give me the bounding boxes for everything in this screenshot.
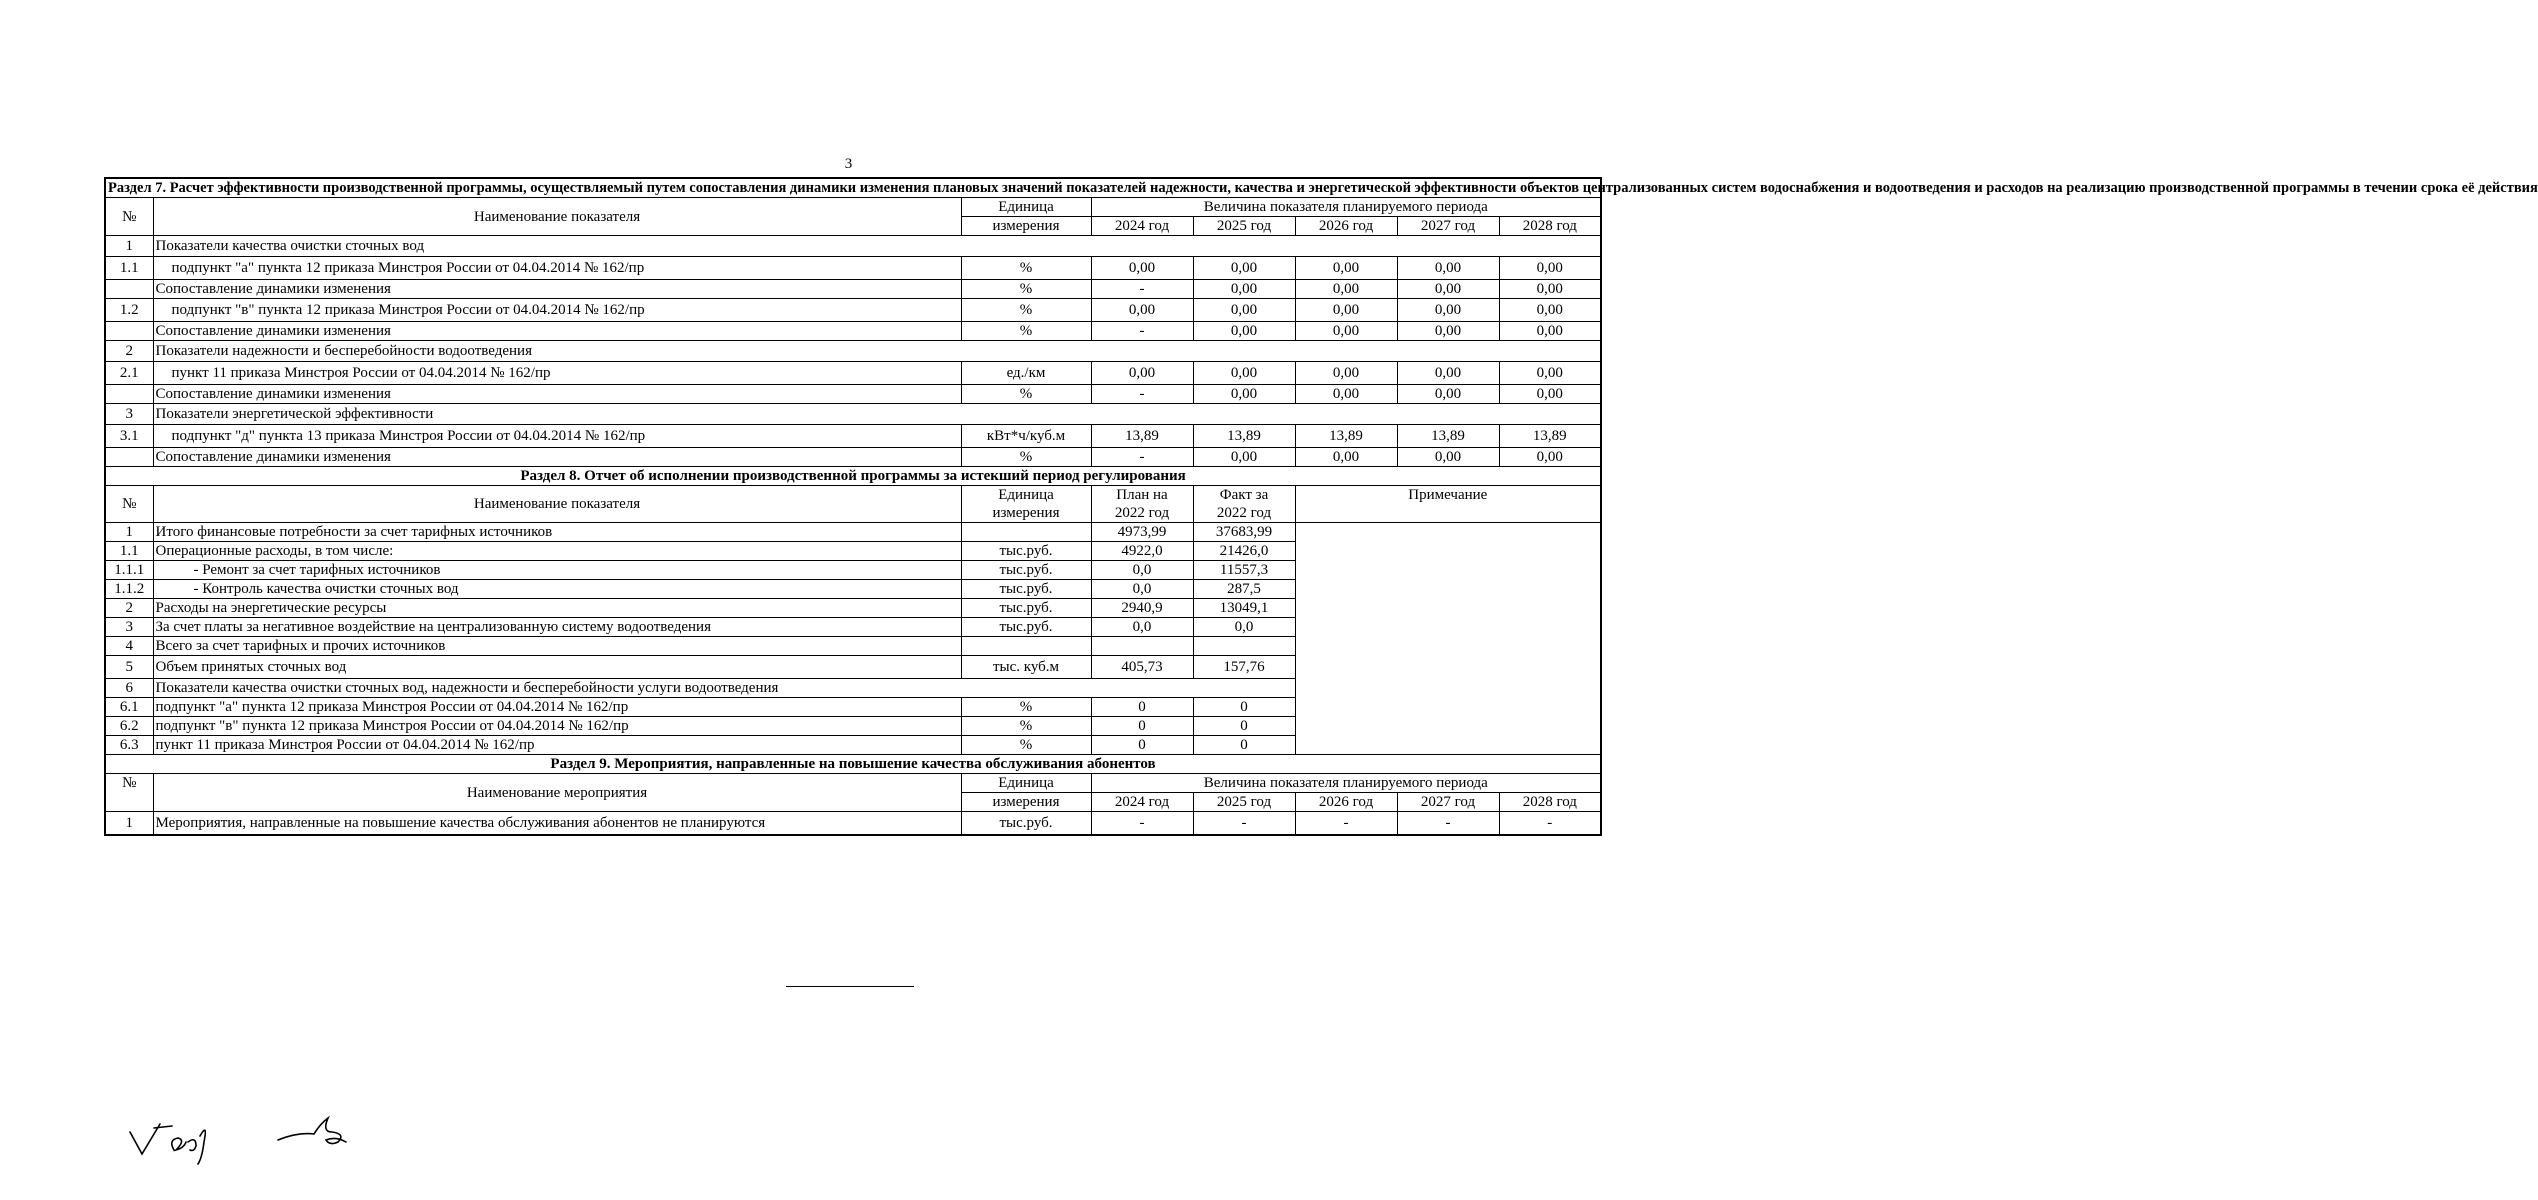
value-cell: -: [1091, 448, 1193, 467]
value-cell: 0,00: [1397, 257, 1499, 280]
row-num: 1.2: [105, 299, 153, 322]
value-cell: -: [1091, 385, 1193, 404]
value-cell: 0,00: [1193, 257, 1295, 280]
indicator-name: За счет платы за негативное воздействие на централизованную систему водоотведения: [153, 618, 961, 637]
unit: %: [961, 257, 1091, 280]
fact-value: 0,0: [1193, 618, 1295, 637]
unit: ед./км: [961, 362, 1091, 385]
group-name: Показатели энергетической эффективности: [153, 404, 1601, 425]
row-num: 3.1: [105, 425, 153, 448]
indicator-row: [105, 523, 1601, 542]
header-num: №: [105, 198, 153, 236]
comparison-row: [105, 280, 1601, 299]
value-cell: 0,00: [1397, 299, 1499, 322]
value-cell: 0,00: [1193, 280, 1295, 299]
row-num: 2: [105, 341, 153, 362]
note-column: [1295, 523, 1601, 755]
value-cell: 13,89: [1295, 425, 1397, 448]
end-of-document-rule: [786, 986, 914, 987]
plan-value: 0,0: [1091, 561, 1193, 580]
header-fact: [1193, 486, 1295, 523]
header-period: Величина показателя планируемого периода: [1091, 774, 1601, 793]
fact-value: 13049,1: [1193, 599, 1295, 618]
header-year: 2025 год: [1193, 217, 1295, 236]
value-cell: 0,00: [1295, 257, 1397, 280]
value-cell: 0,00: [1295, 280, 1397, 299]
row-num: 6.3: [105, 736, 153, 755]
indicator-name: Объем принятых сточных вод: [153, 656, 961, 679]
value-cell: -: [1397, 812, 1499, 836]
indicator-name: Сопоставление динамики изменения: [153, 322, 961, 341]
header-unit-line1: Единица: [961, 774, 1091, 793]
fact-value: [1193, 637, 1295, 656]
value-cell: 13,89: [1397, 425, 1499, 448]
value-cell: 13,89: [1499, 425, 1601, 448]
activity-row: [105, 812, 1601, 836]
fact-value: 0: [1193, 736, 1295, 755]
indicator-name: Сопоставление динамики изменения: [153, 385, 961, 404]
group-row: [105, 404, 1601, 425]
indicator-name: пункт 11 приказа Минстроя России от 04.04.2014 № 162/пр: [153, 362, 961, 385]
header-unit: [961, 486, 1091, 523]
header-year: 2028 год: [1499, 793, 1601, 812]
value-cell: 0,00: [1397, 448, 1499, 467]
indicator-name: - Контроль качества очистки сточных вод: [153, 580, 961, 599]
header-year: 2026 год: [1295, 793, 1397, 812]
header-year: 2024 год: [1091, 793, 1193, 812]
header-plan-line2: 2022 год: [1114, 505, 1170, 521]
comparison-row: [105, 448, 1601, 467]
indicator-name: подпункт "а" пункта 12 приказа Минстроя России от 04.04.2014 № 162/пр: [153, 257, 961, 280]
indicator-name: Сопоставление динамики изменения: [153, 280, 961, 299]
value-cell: 0,00: [1295, 448, 1397, 467]
header-unit-line2: измерения: [961, 217, 1091, 236]
value-cell: -: [1295, 812, 1397, 836]
value-cell: -: [1091, 280, 1193, 299]
group-row: [105, 236, 1601, 257]
row-num: 6: [105, 679, 153, 698]
fact-value: 21426,0: [1193, 542, 1295, 561]
activity-name: Мероприятия, направленные на повышение качества обслуживания абонентов не планируются: [153, 812, 961, 836]
section-7-header-row: [105, 198, 1601, 217]
unit: %: [961, 280, 1091, 299]
fact-value: 37683,99: [1193, 523, 1295, 542]
value-cell: 0,00: [1091, 257, 1193, 280]
value-cell: 0,00: [1193, 448, 1295, 467]
unit: %: [961, 322, 1091, 341]
fact-value: 287,5: [1193, 580, 1295, 599]
unit: тыс.руб.: [961, 561, 1091, 580]
fact-value: 157,76: [1193, 656, 1295, 679]
unit: тыс. куб.м: [961, 656, 1091, 679]
header-period: Величина показателя планируемого периода: [1091, 198, 1601, 217]
header-year: 2027 год: [1397, 217, 1499, 236]
unit: тыс.руб.: [961, 812, 1091, 836]
value-cell: 0,00: [1499, 299, 1601, 322]
value-cell: 0,00: [1499, 280, 1601, 299]
comparison-row: [105, 385, 1601, 404]
comparison-row: [105, 322, 1601, 341]
row-num: [105, 385, 153, 404]
section-9-title-row: [105, 755, 1601, 774]
value-cell: -: [1091, 812, 1193, 836]
plan-value: 0: [1091, 698, 1193, 717]
row-num: [105, 448, 153, 467]
fact-value: 11557,3: [1193, 561, 1295, 580]
unit: тыс.руб.: [961, 580, 1091, 599]
header-year: 2028 год: [1499, 217, 1601, 236]
indicator-name: подпункт "д" пункта 13 приказа Минстроя России от 04.04.2014 № 162/пр: [153, 425, 961, 448]
unit: тыс.руб.: [961, 542, 1091, 561]
indicator-name: подпункт "в" пункта 12 приказа Минстроя России от 04.04.2014 № 162/пр: [153, 299, 961, 322]
row-num: 1.1: [105, 542, 153, 561]
value-cell: 0,00: [1499, 448, 1601, 467]
row-num: [105, 280, 153, 299]
value-cell: 0,00: [1193, 362, 1295, 385]
header-name: Наименование показателя: [153, 198, 961, 236]
row-num: 3: [105, 404, 153, 425]
indicator-name: Операционные расходы, в том числе:: [153, 542, 961, 561]
fact-value: 0: [1193, 717, 1295, 736]
row-num: 5: [105, 656, 153, 679]
indicator-name: подпункт "а" пункта 12 приказа Минстроя России от 04.04.2014 № 162/пр: [153, 698, 961, 717]
indicator-name: Всего за счет тарифных и прочих источников: [153, 637, 961, 656]
row-num: 1: [105, 523, 153, 542]
row-num: 4: [105, 637, 153, 656]
unit: %: [961, 698, 1091, 717]
unit: тыс.руб.: [961, 618, 1091, 637]
plan-value: 4973,99: [1091, 523, 1193, 542]
section-8-title: Раздел 8. Отчет об исполнении производственной программы за истекший период регулирования: [105, 467, 1601, 486]
section-9-header-row: [105, 774, 1601, 793]
plan-value: 4922,0: [1091, 542, 1193, 561]
group-row: [105, 341, 1601, 362]
row-num: 1.1.1: [105, 561, 153, 580]
unit: [961, 637, 1091, 656]
value-cell: 0,00: [1193, 385, 1295, 404]
row-num: 2: [105, 599, 153, 618]
value-cell: -: [1499, 812, 1601, 836]
plan-value: 0,0: [1091, 580, 1193, 599]
value-cell: 0,00: [1193, 299, 1295, 322]
unit: тыс.руб.: [961, 599, 1091, 618]
indicator-name: подпункт "в" пункта 12 приказа Минстроя России от 04.04.2014 № 162/пр: [153, 717, 961, 736]
value-cell: -: [1091, 322, 1193, 341]
value-cell: 0,00: [1499, 257, 1601, 280]
indicator-name: Итого финансовые потребности за счет тарифных источников: [153, 523, 961, 542]
value-cell: 0,00: [1499, 322, 1601, 341]
value-cell: 13,89: [1091, 425, 1193, 448]
header-name: Наименование мероприятия: [153, 774, 961, 812]
row-num: 1: [105, 236, 153, 257]
fact-value: 0: [1193, 698, 1295, 717]
row-num: 1.1.2: [105, 580, 153, 599]
value-cell: 0,00: [1397, 362, 1499, 385]
header-fact-line1: Факт за: [1219, 487, 1269, 503]
unit: %: [961, 448, 1091, 467]
header-unit-line1: Единица: [961, 198, 1091, 217]
row-num: 1.1: [105, 257, 153, 280]
row-num: 6.2: [105, 717, 153, 736]
header-plan-line1: План на: [1116, 487, 1168, 503]
value-cell: 0,00: [1397, 385, 1499, 404]
header-year: 2025 год: [1193, 793, 1295, 812]
header-year: 2027 год: [1397, 793, 1499, 812]
page-number: 3: [844, 156, 853, 172]
value-cell: -: [1193, 812, 1295, 836]
plan-value: 0: [1091, 717, 1193, 736]
indicator-name: - Ремонт за счет тарифных источников: [153, 561, 961, 580]
group-name: Показатели качества очистки сточных вод, надежности и бесперебойности услуги водоотведения: [153, 679, 1295, 698]
unit: %: [961, 736, 1091, 755]
unit: кВт*ч/куб.м: [961, 425, 1091, 448]
value-cell: 0,00: [1295, 299, 1397, 322]
unit: %: [961, 385, 1091, 404]
plan-value: 0: [1091, 736, 1193, 755]
group-name: Показатели надежности и бесперебойности водоотведения: [153, 341, 1601, 362]
value-cell: 0,00: [1499, 385, 1601, 404]
header-unit-line1: Единица: [998, 487, 1054, 503]
section-7-title-row: [105, 178, 1601, 198]
header-unit-line2: измерения: [961, 793, 1091, 812]
report-table: [104, 177, 2538, 836]
indicator-row: [105, 257, 1601, 280]
indicator-row: [105, 362, 1601, 385]
value-cell: 13,89: [1193, 425, 1295, 448]
header-note: Примечание: [1295, 486, 1601, 523]
header-plan: [1091, 486, 1193, 523]
value-cell: 0,00: [1193, 322, 1295, 341]
header-name: Наименование показателя: [153, 486, 961, 523]
header-fact-line2: 2022 год: [1216, 505, 1272, 521]
row-num: 3: [105, 618, 153, 637]
group-name: Показатели качества очистки сточных вод: [153, 236, 1601, 257]
indicator-row: [105, 425, 1601, 448]
header-year: 2024 год: [1091, 217, 1193, 236]
section-8-title-row: [105, 467, 1601, 486]
section-9-title: Раздел 9. Мероприятия, направленные на повышение качества обслуживания абонентов: [105, 755, 1601, 774]
plan-value: [1091, 637, 1193, 656]
row-num: 6.1: [105, 698, 153, 717]
plan-value: 2940,9: [1091, 599, 1193, 618]
handwritten-signature: [128, 1112, 388, 1172]
row-num: 2.1: [105, 362, 153, 385]
indicator-name: пункт 11 приказа Минстроя России от 04.04.2014 № 162/пр: [153, 736, 961, 755]
value-cell: 0,00: [1295, 322, 1397, 341]
header-num: №: [105, 774, 153, 812]
value-cell: 0,00: [1091, 299, 1193, 322]
unit: %: [961, 299, 1091, 322]
plan-value: 405,73: [1091, 656, 1193, 679]
value-cell: 0,00: [1397, 322, 1499, 341]
row-num: 1: [105, 812, 153, 836]
section-8-header-row: [105, 486, 1601, 523]
header-unit-line2: измерения: [992, 505, 1060, 521]
value-cell: 0,00: [1295, 385, 1397, 404]
value-cell: 0,00: [1499, 362, 1601, 385]
indicator-name: Сопоставление динамики изменения: [153, 448, 961, 467]
unit: %: [961, 717, 1091, 736]
row-num: [105, 322, 153, 341]
indicator-name: Расходы на энергетические ресурсы: [153, 599, 961, 618]
value-cell: 0,00: [1091, 362, 1193, 385]
unit: [961, 523, 1091, 542]
header-year: 2026 год: [1295, 217, 1397, 236]
indicator-row: [105, 299, 1601, 322]
header-num: №: [105, 486, 153, 523]
plan-value: 0,0: [1091, 618, 1193, 637]
value-cell: 0,00: [1397, 280, 1499, 299]
section-7-title: Раздел 7. Расчет эффективности производственной программы, осуществляемый путем сопоставления динамики изменения плановых значений показателей надежности, качества и энергетической эффективности объектов централизованных систем водоснабжения и водоотведения и расходов на реализацию производственной программы в течении срока её действия: [105, 178, 1601, 198]
value-cell: 0,00: [1295, 362, 1397, 385]
